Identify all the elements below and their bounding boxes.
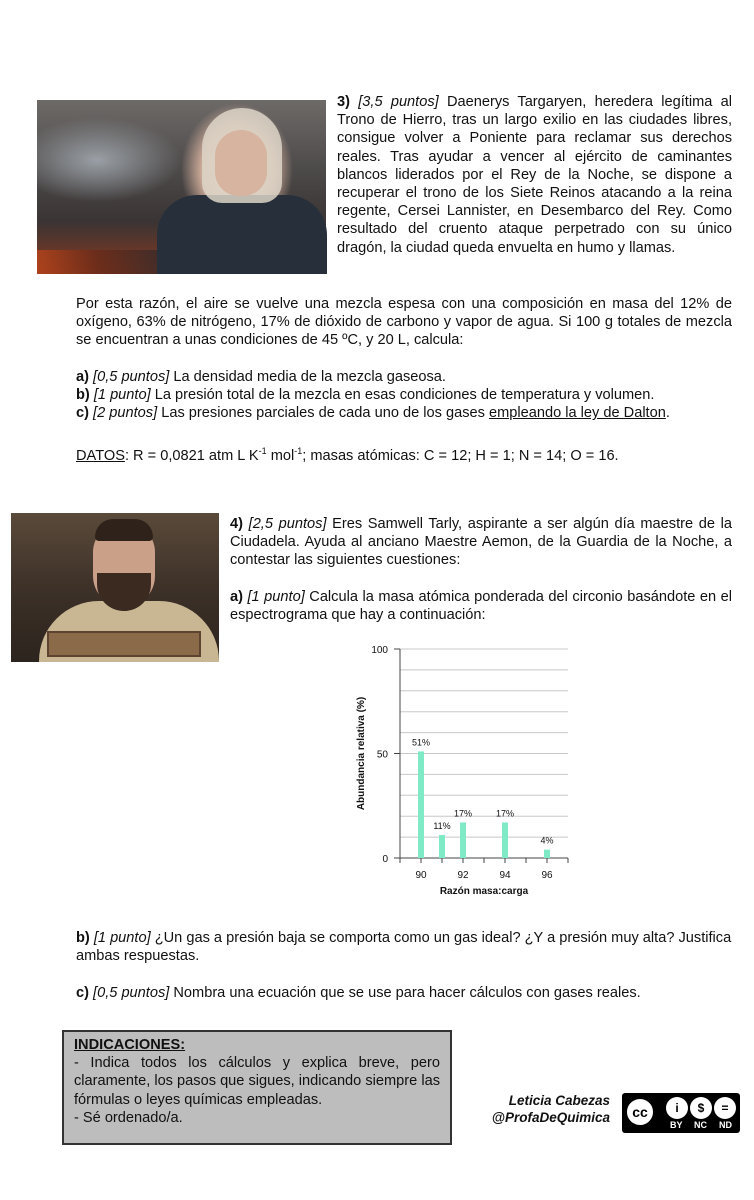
chart-bars [418,751,550,858]
y-axis-label: Abundancia relativa (%) [356,696,367,811]
item-text: Calcula la masa atómica ponderada del circonio basándote en el espectrograma que hay a continuación: [230,589,732,624]
datos-text: : R = 0,0821 atm L K [124,447,259,464]
item-after: . [665,405,670,422]
y-tick-label: 0 [382,854,388,865]
x-tick-label: 96 [541,870,553,881]
item-points: [0,5 puntos] [93,985,170,1001]
indicaciones-box [62,1030,452,1145]
item-points: [2 puntos] [93,405,158,422]
q3-items [76,368,736,423]
item-label: c) [76,405,89,422]
hair-shape [95,519,153,541]
bar-data-label: 11% [433,821,451,832]
indicaciones-line1: - Indica todos los cálculos y explica breve, pero claramente, los pasos que sigues, indicando siempre las fórmulas o leyes químicas empleadas. [74,1055,440,1108]
item-points: [0,5 puntos] [93,369,170,385]
datos-exp2: -1 [294,446,303,456]
item-text: La presión total de la mezcla en esas condiciones de temperatura y volumen. [154,387,655,404]
q3-intro [337,93,732,257]
x-tick-label: 90 [415,870,427,881]
face-shape [215,130,267,196]
coat-shape [157,195,327,274]
bar [544,850,550,858]
item-label: a) [76,369,89,385]
book-shape [47,631,201,657]
q3-points: [3,5 puntos] [358,94,439,110]
q4-intro-text: Eres Samwell Tarly, aspirante a ser algún día maestre de la Ciudadela. Ayuda al anciano Maestre Aemon, de la Guardia de la Noche, a contestar las siguientes cuestiones: [230,516,732,569]
q3-item-a [76,368,736,386]
datos-exp1: -1 [258,446,267,456]
q3-item-c [76,404,736,422]
item-text: Nombra una ecuación que se use para hacer cálculos con gases reales. [173,985,641,1001]
q4-item-a [230,588,732,624]
cc-license-badge [622,1093,740,1133]
bar-data-label: 17% [495,808,515,819]
indicaciones-title: INDICACIONES: [74,1037,186,1053]
indicaciones-line2: - Sé ordenado/a. [74,1109,183,1126]
bar [460,822,466,858]
nc-dollar-icon: $ [690,1097,712,1119]
q3-body: Por esta razón, el aire se vuelve una mezcla espesa con una composición en masa del 12% de oxígeno, 63% de nitrógeno, 17% de dióxido de carbono y vapor de agua. Si 100 g totales de mezcla se encuentran a unas condiciones de 45 ºC, y 20 L, calcula: [76,296,732,349]
item-label: b) [76,930,90,946]
nc-label: NC [694,1120,707,1130]
datos-line [76,442,736,465]
datos-end: ; masas atómicas: C = 12; H = 1; N = 14; O = 16. [302,447,619,464]
by-person-icon: i [666,1097,688,1119]
q4-points: [2,5 puntos] [248,516,327,532]
x-axis-label: Razón masa:carga [439,886,529,897]
item-text: La densidad media de la mezcla gaseosa. [173,369,446,385]
item-points: [1 punto] [247,589,305,605]
item-points: [1 punto] [93,930,151,946]
nd-equals-icon: = [714,1097,736,1119]
item-text: Las presiones parciales de cada uno de los gases [161,405,489,422]
q4-item-b [76,929,736,965]
y-tick-label: 100 [371,645,388,656]
cc-icon: cc [625,1097,655,1127]
author-handle: @ProfaDeQuimica [491,1110,610,1125]
x-tick-label: 92 [457,870,469,881]
item-points: [1 punto] [93,387,151,404]
author-name: Leticia Cabezas [508,1093,610,1108]
x-tick-label: 94 [499,870,511,881]
bar [502,822,508,858]
bar-data-label: 17% [453,808,473,819]
bar [418,751,424,858]
q4-intro [230,515,732,570]
y-tick-label: 50 [376,749,388,761]
by-label: BY [670,1120,683,1130]
q4-number: 4) [230,516,243,532]
q3-number: 3) [337,94,350,110]
q4-item-c [76,984,736,1002]
q3-intro-text: Daenerys Targaryen, heredera legítima al Trono de Hierro, tras un largo exilio en las ciudades libres, consigue volver a Poniente para reclamar sus derechos reales. Tras ayudar a vencer al ejército de caminantes blancos liderados por el Rey de la Noche, se dispone a recuperar el trono de los Siete Reinos atacando a la reina regente, Cersei Lannister, en Desembarco del Rey. Como resultado del cruento ataque perpetrado con su único dragón, la ciudad queda envuelta en humo y llamas. [337,94,732,256]
bar-data-label: 4% [540,835,554,846]
spectrogram-chart [340,632,580,904]
item-label: c) [76,985,89,1001]
item-text: ¿Un gas a presión baja se comporta como un gas ideal? ¿Y a presión muy alta? Justifica ambas respuestas. [76,930,732,965]
item-label: b) [76,387,90,404]
datos-mid: mol [266,447,295,464]
daenerys-photo [37,100,326,274]
chart-labels [356,645,554,897]
bar [439,835,445,858]
samwell-photo [11,513,219,662]
item-underlined: empleando la ley de Dalton [488,405,666,422]
q3-item-b [76,386,736,404]
bar-data-label: 51% [411,737,431,748]
item-label: a) [230,589,243,605]
nd-label: ND [719,1120,732,1130]
fire-smoke [37,250,157,274]
datos-label: DATOS [76,447,125,464]
author-block [470,1092,610,1126]
